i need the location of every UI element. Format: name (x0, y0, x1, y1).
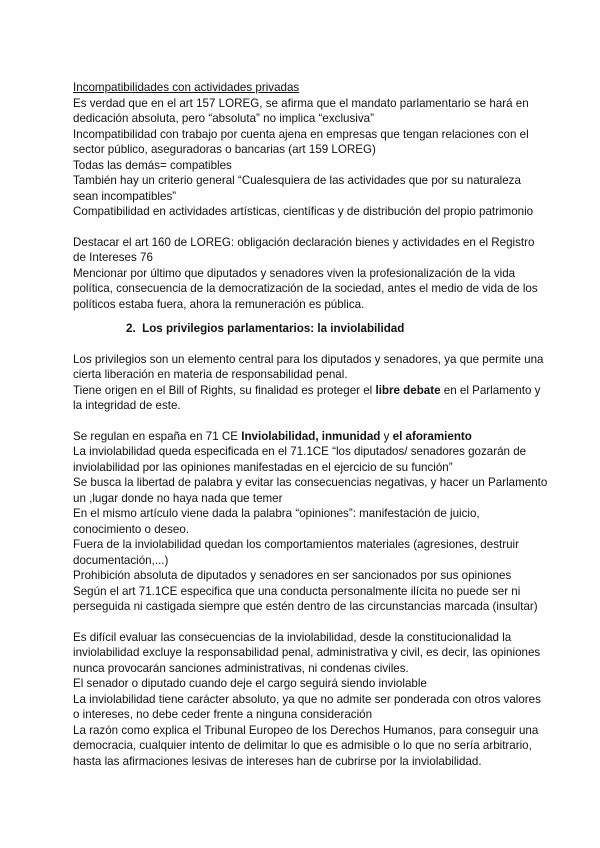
text-line: inviolabilidad por las opiniones manifestadas en el ejercicio de su función” (73, 461, 453, 474)
text-line: o intereses, no debe ceder frente a ninguna consideración (73, 708, 373, 721)
bold-term: libre debate (375, 384, 441, 397)
text-line: El senador o diputado cuando deje el cargo seguirá siendo inviolable (73, 677, 427, 690)
text-line: La razón como explica el Tribunal Europeo de los Derechos Humanos, para conseguir una (73, 724, 539, 737)
text-line: de Intereses 76 (73, 251, 153, 264)
text-span: Se regulan en españa en 71 CE (73, 430, 242, 443)
text-line (73, 429, 472, 445)
text-line: Fuera de la inviolabilidad quedan los comportamientos materiales (agresiones, destruir (73, 538, 519, 551)
text-line: Destacar el art 160 de LOREG: obligación declaración bienes y actividades en el Registro (73, 236, 535, 249)
text-line: perseguida ni castigada siempre que estén dentro de las circunstancias marcada (insultar) (73, 600, 538, 613)
text-line: políticos estaba fuera, ahora la remuneración es pública. (73, 298, 365, 311)
text-line: Según el art 71.1CE especifica que una conducta personalmente ilícita no puede ser ni (73, 585, 521, 598)
text-line: En el mismo artículo viene dada la palabra “opiniones”: manifestación de juicio, (73, 507, 480, 520)
text-line: Compatibilidad en actividades artísticas, científicas y de distribución del propio patrimonio (73, 205, 534, 218)
text-line: Se busca la libertad de palabra y evitar las consecuencias negativas, y hacer un Parlamento (73, 476, 548, 489)
text-line: un ,lugar donde no haya nada que temer (73, 492, 283, 505)
text-line: Prohibición absoluta de diputados y senadores en ser sancionados por sus opiniones (73, 569, 512, 582)
text-line: nunca provocarán sanciones administrativas, ni condenas civiles. (73, 662, 409, 675)
text-line: inviolabilidad excluye la responsabilidad penal, administrativa y civil, es decir, las opiniones (73, 646, 541, 659)
text-line: democracia, cualquier intento de delimitar lo que es admisible o lo que no sería arbitrario, (73, 739, 532, 752)
text-span: en el Parlamento y (440, 384, 541, 397)
text-line: Es verdad que en el art 157 LOREG, se afirma que el mandato parlamentario se hará en (73, 97, 529, 110)
section-heading-privilegios: 2. Los privilegios parlamentarios: la inviolabilidad (126, 322, 405, 335)
bold-term: Inviolabilidad, inmunidad (241, 430, 381, 443)
text-line: La inviolabilidad tiene carácter absoluto, ya que no admite ser ponderada con otros valores (73, 693, 541, 706)
text-line: sector público, aseguradoras o bancarias (art 159 LOREG) (73, 143, 376, 156)
text-line: Es difícil evaluar las consecuencias de la inviolabilidad, desde la constitucionalidad la (73, 631, 512, 644)
text-line: conocimiento o deseo. (73, 523, 190, 536)
text-line: Todas las demás= compatibles (73, 159, 232, 172)
text-line: documentación,...) (73, 554, 169, 567)
text-span: Tiene origen en el Bill of Rights, su finalidad es proteger el (73, 384, 376, 397)
text-line: sean incompatibles” (73, 190, 177, 203)
text-line: Los privilegios son un elemento central para los diputados y senadores, ya que permite una (73, 353, 544, 366)
text-line: Mencionar por último que diputados y senadores viven la profesionalización de la vida (73, 267, 516, 280)
text-line: hasta las afirmaciones lesivas de intereses han de cubrirse por la inviolabilidad. (73, 755, 482, 768)
bold-term: el aforamiento (392, 430, 472, 443)
text-line: dedicación absoluta, pero “absoluta” no implica “exclusiva” (73, 112, 374, 125)
text-line: la integridad de este. (73, 399, 181, 412)
text-line: La inviolabilidad queda especificada en el 71.1CE “los diputados/ senadores gozarán de (73, 445, 527, 458)
text-line: política, consecuencia de la democratización de la sociedad, antes el medio de vida de los (73, 282, 538, 295)
text-line: Incompatibilidad con trabajo por cuenta ajena en empresas que tengan relaciones con el (73, 128, 529, 141)
text-span: y (380, 430, 393, 443)
text-line: También hay un criterio general “Cualesquiera de las actividades que por su naturaleza (73, 174, 521, 187)
section-heading-incompatibilidades: Incompatibilidades con actividades privadas (73, 81, 300, 94)
text-line: cierta liberación en materia de responsabilidad penal. (73, 368, 348, 381)
text-line (73, 383, 540, 399)
